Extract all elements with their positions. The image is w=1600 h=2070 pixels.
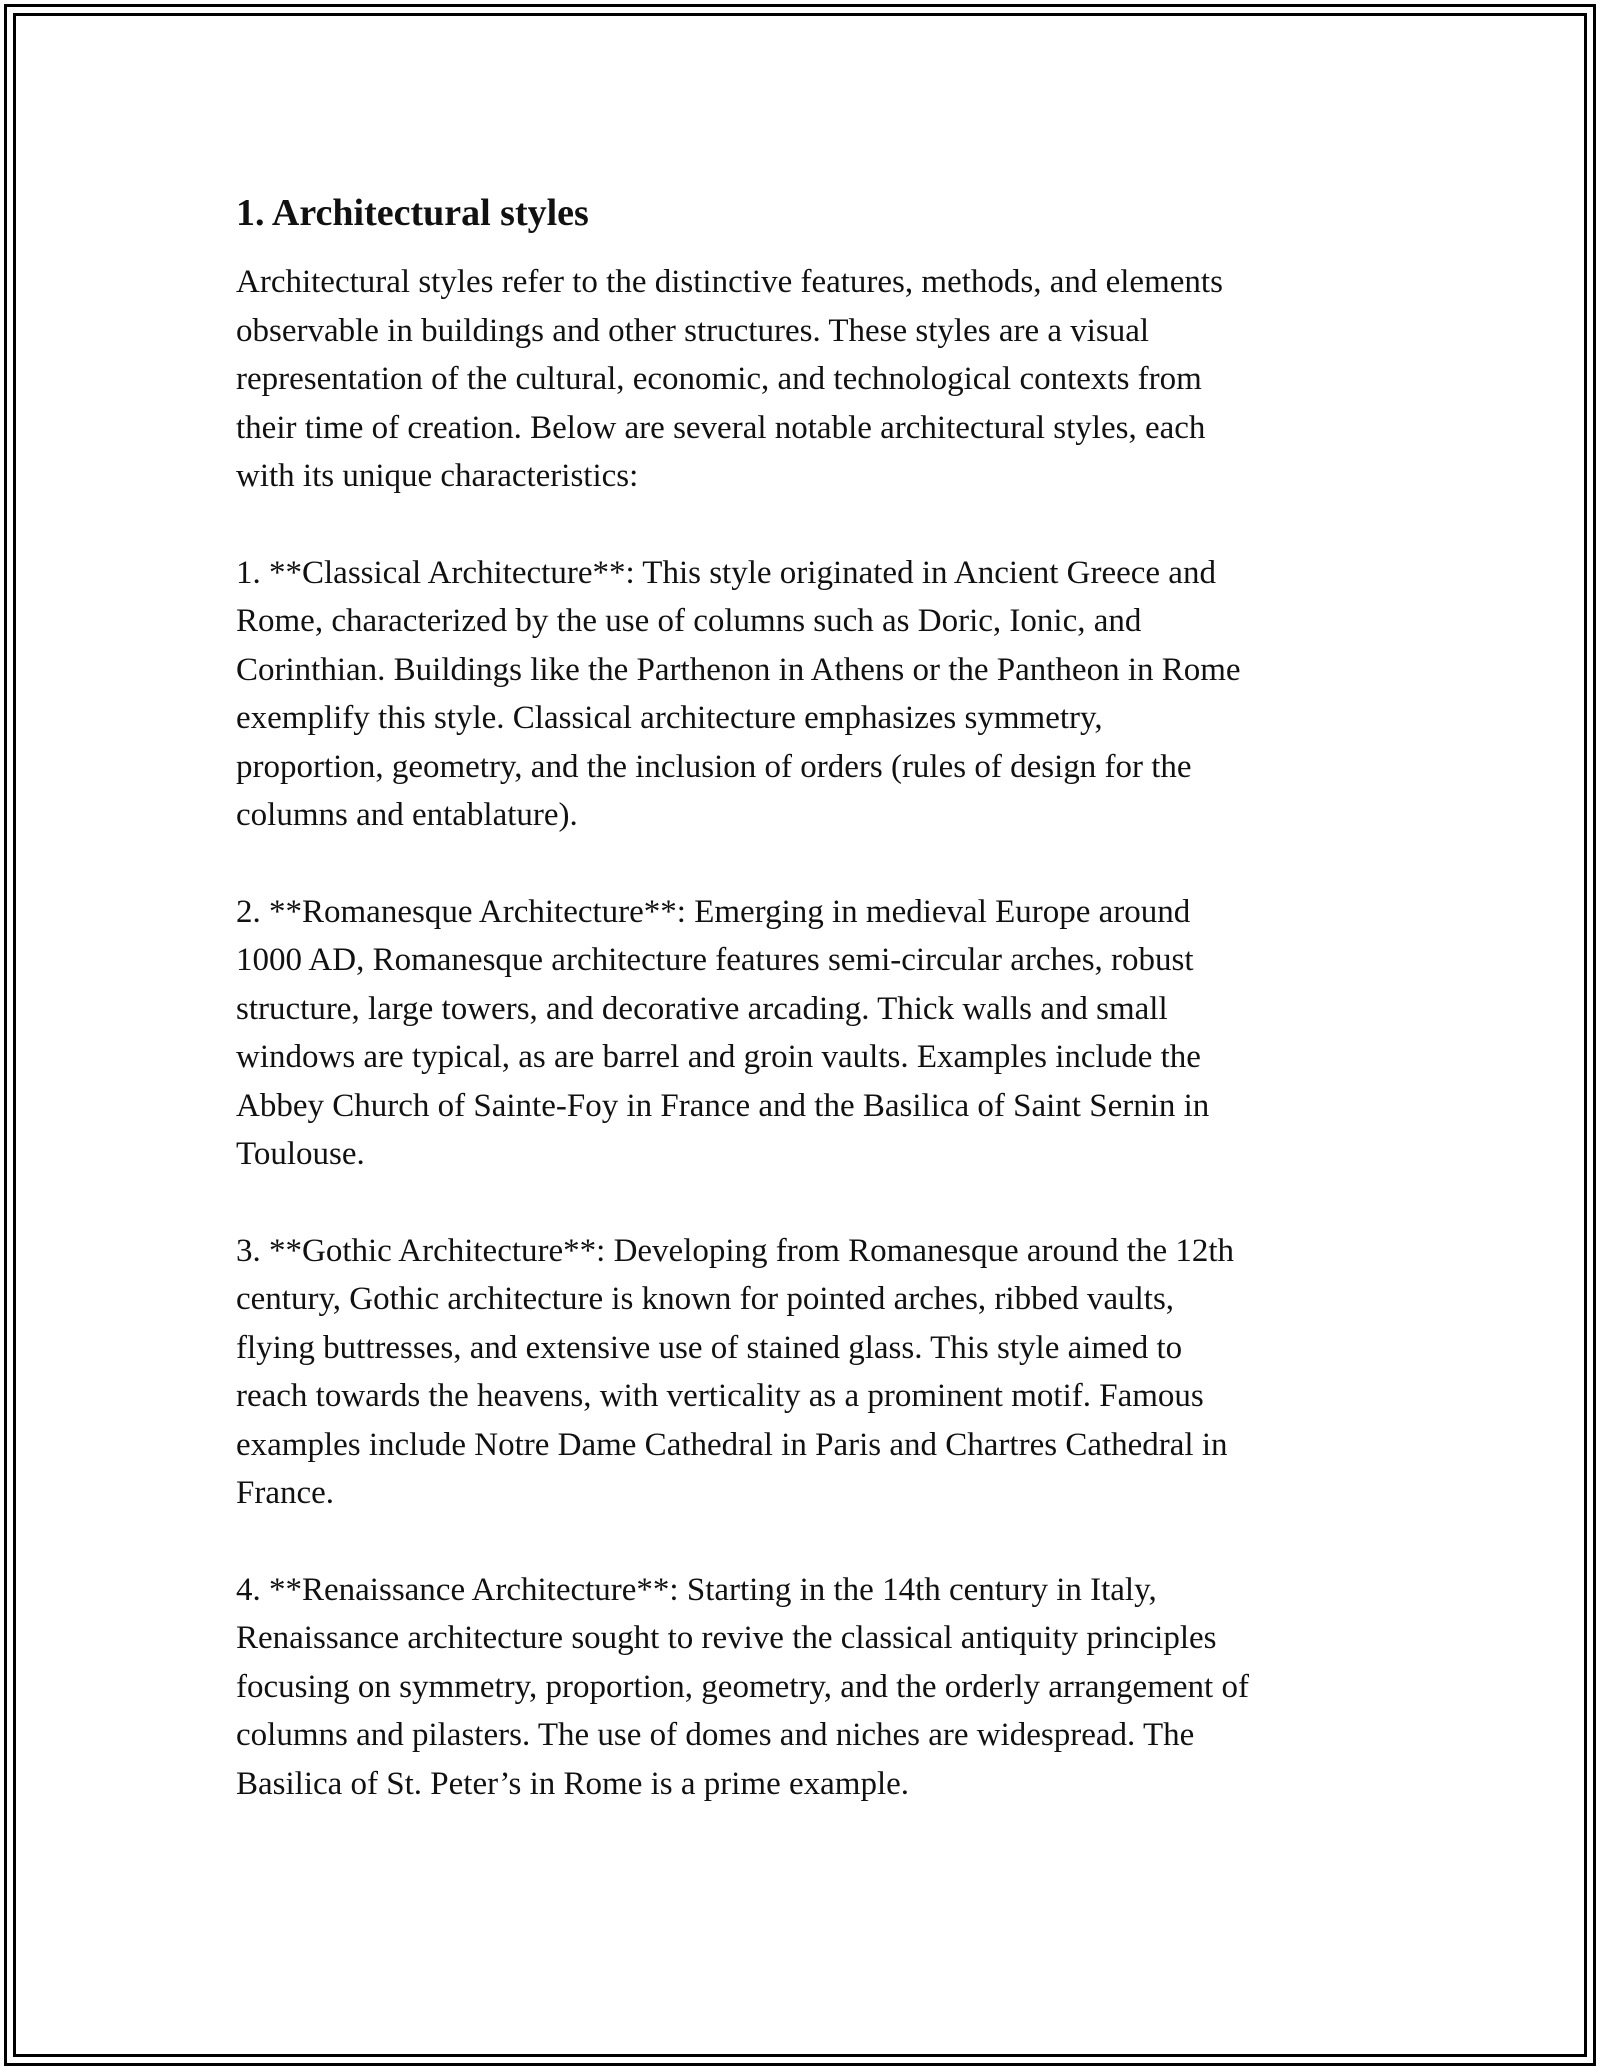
gothic-paragraph: [236, 1227, 1386, 1518]
text-line: proportion, geometry, and the inclusion of orders (rules of design for the: [236, 748, 1192, 785]
text-line: flying buttresses, and extensive use of stained glass. This style aimed to: [236, 1329, 1183, 1366]
text-line: 4. **Renaissance Architecture**: Starting in the 14th century in Italy,: [236, 1571, 1157, 1608]
text-line: Basilica of St. Peter’s in Rome is a prime example.: [236, 1765, 910, 1802]
text-line: with its unique characteristics:: [236, 458, 639, 494]
text-line: reach towards the heavens, with verticality as a prominent motif. Famous: [236, 1378, 1204, 1414]
text-line: 1000 AD, Romanesque architecture features semi-circular arches, robust: [236, 942, 1194, 978]
text-line: 3. **Gothic Architecture**: Developing from Romanesque around the 12th: [236, 1232, 1235, 1269]
text-line: Rome, characterized by the use of columns such as Doric, Ionic, and: [236, 603, 1142, 639]
section-heading: 1. Architectural styles: [236, 192, 589, 234]
text-line: Architectural styles refer to the distinctive features, methods, and elements: [236, 264, 1223, 300]
text-line: exemplify this style. Classical architecture emphasizes symmetry,: [236, 700, 1103, 736]
text-line: 1. **Classical Architecture**: This style originated in Ancient Greece and: [236, 554, 1216, 591]
text-line: Corinthian. Buildings like the Parthenon in Athens or the Pantheon in Rome: [236, 651, 1241, 688]
text-line: Renaissance architecture sought to revive the classical antiquity principles: [236, 1620, 1217, 1656]
text-line: their time of creation. Below are several notable architectural styles, each: [236, 409, 1206, 446]
text-line: columns and pilasters. The use of domes and niches are widespread. The: [236, 1717, 1195, 1753]
classical-paragraph: [236, 549, 1386, 840]
text-line: representation of the cultural, economic, and technological contexts from: [236, 361, 1202, 397]
text-line: 2. **Romanesque Architecture**: Emerging in medieval Europe around: [236, 893, 1191, 930]
text-line: observable in buildings and other structures. These styles are a visual: [236, 312, 1150, 349]
text-line: Toulouse.: [236, 1136, 365, 1172]
text-line: examples include Notre Dame Cathedral in Paris and Chartres Cathedral in: [236, 1426, 1228, 1463]
intro-paragraph: [236, 258, 1386, 501]
document-body: [236, 186, 1386, 1856]
text-line: France.: [236, 1475, 335, 1511]
text-line: century, Gothic architecture is known for pointed arches, ribbed vaults,: [236, 1281, 1175, 1317]
text-line: windows are typical, as are barrel and groin vaults. Examples include the: [236, 1039, 1201, 1075]
renaissance-paragraph: [236, 1566, 1386, 1809]
text-line: columns and entablature).: [236, 797, 578, 833]
romanesque-paragraph: [236, 888, 1386, 1179]
text-line: focusing on symmetry, proportion, geometry, and the orderly arrangement of: [236, 1668, 1249, 1705]
text-line: structure, large towers, and decorative arcading. Thick walls and small: [236, 990, 1168, 1027]
text-line: Abbey Church of Sainte-Foy in France and the Basilica of Saint Sernin in: [236, 1087, 1210, 1124]
